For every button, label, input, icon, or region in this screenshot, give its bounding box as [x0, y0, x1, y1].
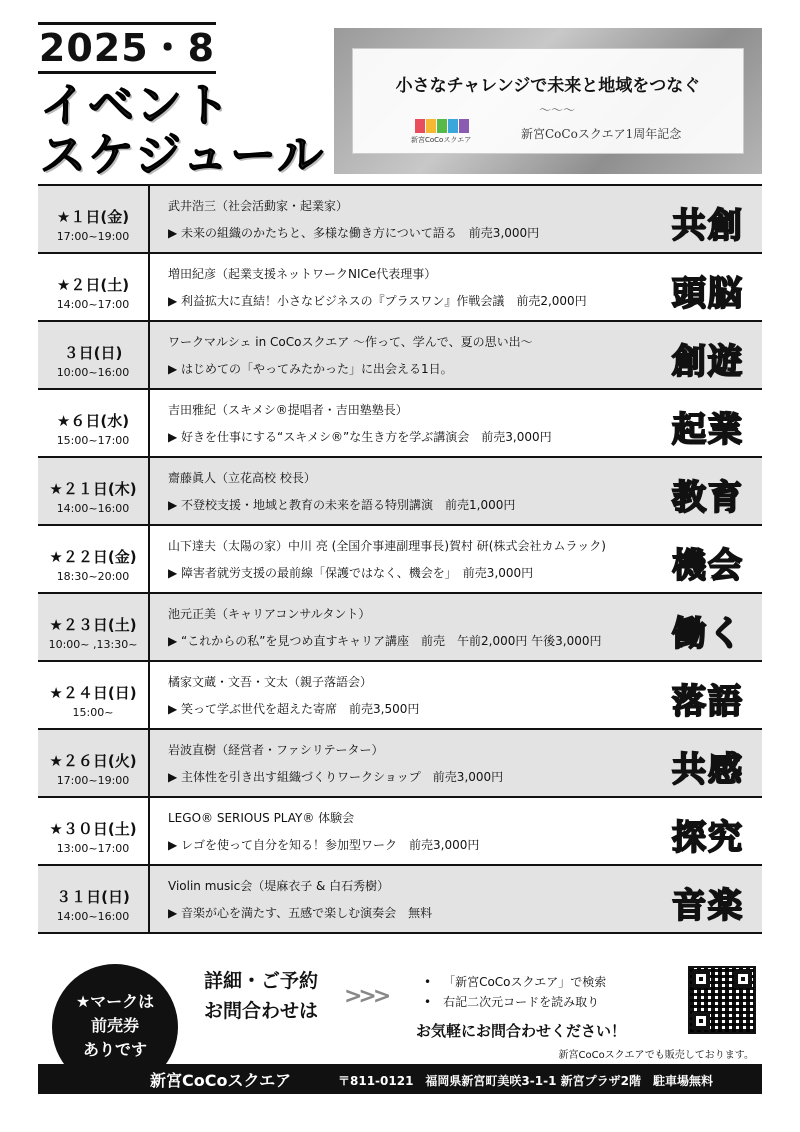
date-cell	[38, 594, 150, 660]
event-date: ★１日(金)	[56, 208, 130, 226]
logo-color-block	[415, 119, 425, 133]
schedule-row	[38, 662, 762, 730]
contact-methods	[424, 972, 606, 1012]
event-title	[40, 80, 325, 180]
logo-color-block	[459, 119, 469, 133]
wave-ornament-icon: 〜〜〜	[539, 103, 576, 117]
theme-kanji: 創遊	[672, 342, 744, 382]
event-date: ３１日(日)	[56, 888, 130, 906]
event-speaker: 吉田雅紀（スキメシ®提唱者・吉田塾塾長）	[168, 403, 408, 417]
date-cell	[38, 730, 150, 796]
event-time: 10:00~ ,13:30~	[48, 638, 138, 651]
schedule-row	[38, 186, 762, 254]
schedule-row	[38, 322, 762, 390]
schedule-row	[38, 798, 762, 866]
footer-bar	[38, 1064, 762, 1094]
event-speaker: LEGO® SERIOUS PLAY® 体験会	[168, 811, 355, 825]
schedule-row	[38, 594, 762, 662]
event-time: 15:00~	[72, 706, 114, 719]
event-date: ★２１日(木)	[49, 480, 137, 498]
event-description: ▶ 利益拡大に直結！小さなビジネスの『プラスワン』作戦会議 前売2,000円	[168, 294, 587, 308]
event-time: 10:00~16:00	[56, 366, 130, 379]
qr-finder-icon	[692, 970, 710, 988]
content-cell	[150, 458, 762, 524]
banner-photo	[334, 28, 762, 174]
event-time: 14:00~16:00	[56, 910, 130, 923]
call-to-action: お気軽にお問合わせください！	[416, 1022, 627, 1040]
content-cell	[150, 254, 762, 320]
schedule-row	[38, 730, 762, 798]
theme-kanji: 共感	[672, 750, 744, 790]
event-time: 13:00~17:00	[56, 842, 130, 855]
event-time: 18:30~20:00	[56, 570, 130, 583]
theme-kanji: 教育	[672, 478, 744, 518]
contact-method: • 右記二次元コードを読み取り	[424, 992, 606, 1012]
event-speaker: 増田紀彦（起業支援ネットワークNICe代表理事）	[168, 267, 437, 281]
date-cell	[38, 662, 150, 728]
theme-kanji: 落語	[672, 682, 744, 722]
event-speaker: Violin music会（堤麻衣子 & 白石秀樹）	[168, 879, 390, 893]
event-description: ▶ はじめての「やってみたかった」に出会える1日。	[168, 362, 453, 376]
contact-heading-line: 詳細・ご予約	[203, 970, 318, 992]
content-cell	[150, 662, 762, 728]
event-description: ▶ 音楽が心を満たす、五感で楽しむ演奏会 無料	[168, 906, 433, 920]
event-time: 15:00~17:00	[56, 434, 130, 447]
qr-finder-icon	[734, 970, 752, 988]
event-description: ▶ “これからの私”を見つめ直すキャリア講座 前売 午前2,000円 午後3,000円	[168, 634, 602, 648]
banner-slogan: 小さなチャレンジで未来と地域をつなぐ	[395, 76, 701, 96]
theme-kanji: 働く	[672, 614, 744, 654]
event-time: 14:00~16:00	[56, 502, 130, 515]
logo-color-block	[437, 119, 447, 133]
schedule-row	[38, 254, 762, 322]
event-time: 17:00~19:00	[56, 230, 130, 243]
badge-line: ありです	[82, 1040, 147, 1059]
sales-note: 新宮CoCoスクエアでも販売しております。	[558, 1050, 754, 1061]
date-cell	[38, 254, 150, 320]
event-description: ▶ 好きを仕事にする“スキメシ®”な生き方を学ぶ講演会 前売3,000円	[168, 430, 552, 444]
schedule-row	[38, 866, 762, 934]
banner-card	[352, 48, 744, 154]
schedule-row	[38, 526, 762, 594]
event-description: ▶ レゴを使って自分を知る！参加型ワーク 前売3,000円	[168, 838, 480, 852]
content-cell	[150, 186, 762, 252]
date-cell	[38, 322, 150, 388]
logo-color-block	[448, 119, 458, 133]
footer	[38, 950, 762, 1120]
qr-finder-icon	[692, 1012, 710, 1030]
event-speaker: ワークマルシェ in CoCoスクエア 〜作って、学んで、夏の思い出〜	[168, 335, 533, 349]
date-cell	[38, 186, 150, 252]
event-description: ▶ 笑って学ぶ世代を超えた寄席 前売3,500円	[168, 702, 420, 716]
content-cell	[150, 390, 762, 456]
event-speaker: 池元正美（キャリアコンサルタント）	[168, 607, 371, 621]
contact-method: • 「新宮CoCoスクエア」で検索	[424, 972, 606, 992]
header	[38, 22, 762, 182]
event-speaker: 橘家文蔵・文吾・文太（親子落語会）	[168, 675, 373, 689]
event-description: ▶ 不登校支援・地域と教育の未来を語る特別講演 前売1,000円	[168, 498, 516, 512]
event-schedule-table	[38, 184, 762, 934]
event-speaker: 武井浩三（社会活動家・起業家）	[168, 199, 349, 213]
badge-line: ★マークは	[75, 992, 155, 1011]
event-date: ３日(日)	[63, 344, 123, 362]
content-cell	[150, 730, 762, 796]
date-cell	[38, 866, 150, 932]
date-title: 2025・8	[38, 22, 216, 74]
event-description: ▶ 未来の組織のかたちと、多様な働き方について語る 前売3,000円	[168, 226, 540, 240]
theme-kanji: 探究	[672, 818, 744, 858]
event-date: ★６日(水)	[56, 412, 130, 430]
content-cell	[150, 866, 762, 932]
event-date: ★２６日(火)	[49, 752, 137, 770]
logo-text: 新宮CoCoスクエア	[411, 136, 472, 144]
logo-color-block	[426, 119, 436, 133]
event-speaker: 岩波直樹（経営者・ファシリテーター）	[168, 743, 384, 757]
contact-heading	[186, 966, 336, 1026]
contact-heading-line: お問合わせは	[203, 1000, 318, 1022]
theme-kanji: 起業	[672, 410, 744, 450]
qr-code-icon[interactable]	[688, 966, 756, 1034]
date-cell	[38, 390, 150, 456]
event-date: ★２４日(日)	[49, 684, 137, 702]
event-date: ★２日(土)	[56, 276, 130, 294]
logo-mark-icon	[415, 119, 469, 133]
event-speaker: 齋藤眞人（立花高校 校長）	[168, 471, 316, 485]
store-name: 新宮CoCoスクエア	[150, 1071, 292, 1090]
content-cell	[150, 594, 762, 660]
content-cell	[150, 322, 762, 388]
arrows-icon: >>>	[344, 984, 388, 1009]
badge-line: 前売券	[90, 1016, 139, 1035]
schedule-row	[38, 390, 762, 458]
event-date: ★３０日(土)	[49, 820, 137, 838]
banner-anniversary: 新宮CoCoスクエア1周年記念	[521, 127, 682, 141]
event-description: ▶ 障害者就労支援の最前線「保護ではなく、機会を」 前売3,000円	[168, 566, 534, 580]
content-cell	[150, 798, 762, 864]
date-cell	[38, 458, 150, 524]
theme-kanji: 機会	[672, 546, 744, 586]
schedule-row	[38, 458, 762, 526]
date-cell	[38, 526, 150, 592]
event-date: ★２３日(土)	[49, 616, 137, 634]
theme-kanji: 頭脳	[672, 274, 744, 314]
event-time: 17:00~19:00	[56, 774, 130, 787]
event-title-line2: スケジュール	[40, 128, 326, 182]
store-address: 〒811-0121 福岡県新宮町美咲3-1-1 新宮プラザ2階 駐車場無料	[338, 1074, 713, 1088]
content-cell	[150, 526, 762, 592]
event-time: 14:00~17:00	[56, 298, 130, 311]
event-title-line1: イベント	[40, 78, 232, 132]
event-description: ▶ 主体性を引き出す組織づくりワークショップ 前売3,000円	[168, 770, 504, 784]
event-speaker: 山下達夫（太陽の家）中川 亮 (全国介事連副理事長)賀村 研(株式会社カムラック)	[168, 539, 606, 553]
theme-kanji: 音楽	[672, 886, 744, 926]
date-cell	[38, 798, 150, 864]
event-date: ★２２日(金)	[49, 548, 137, 566]
theme-kanji: 共創	[672, 206, 744, 246]
